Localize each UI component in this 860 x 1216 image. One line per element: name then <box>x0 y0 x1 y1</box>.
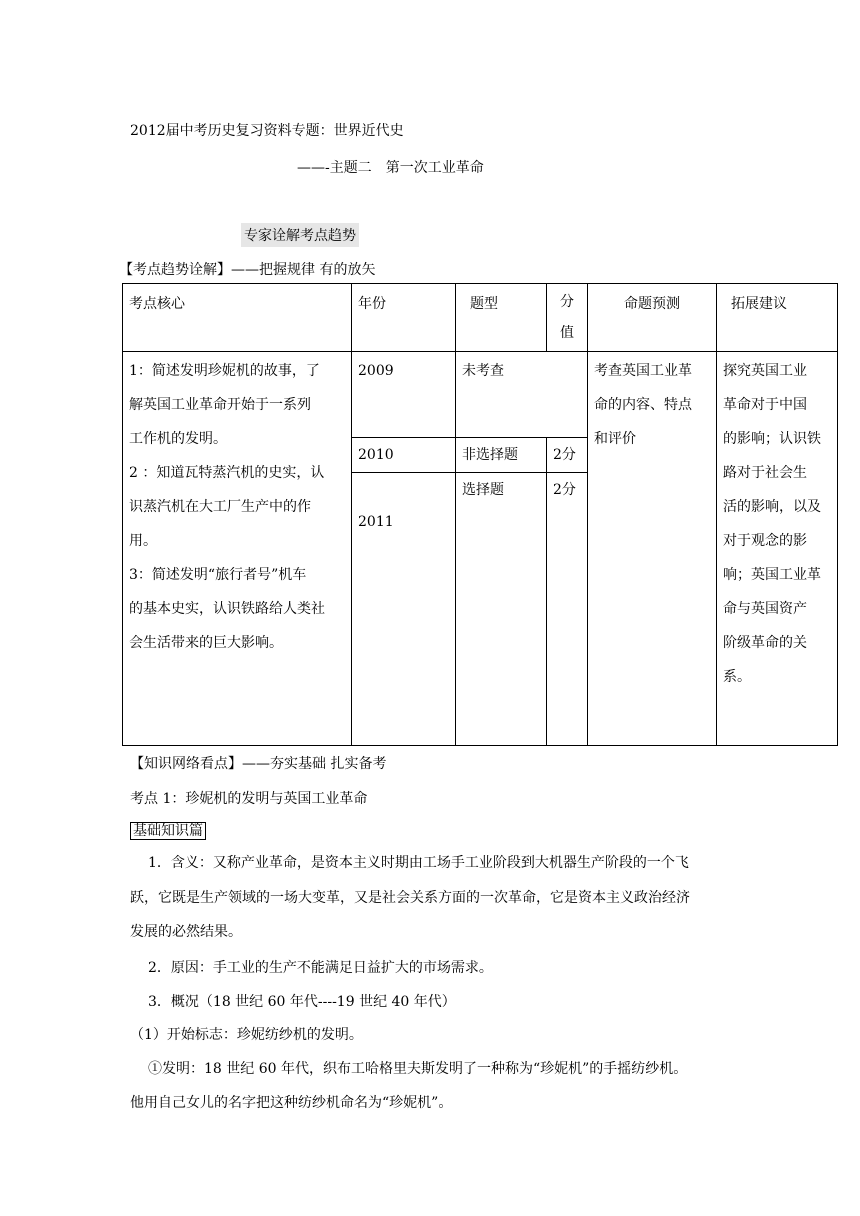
trend-heading: 【考点趋势诠解】——把握规律 有的放矢 <box>119 262 376 278</box>
basics-label <box>130 821 206 841</box>
core-line: 3：简述发明“旅行者号”机车 <box>129 567 307 583</box>
def-line: 发展的必然结果。 <box>130 924 242 940</box>
year-cell: 2010 <box>352 438 456 473</box>
year-cell: 2011 <box>352 473 456 746</box>
core-line: 1：简述发明珍妮机的故事，了 <box>129 363 320 379</box>
header-suggest: 拓展建议 <box>717 284 838 352</box>
suggest-line: 阶级革命的关 <box>723 635 807 651</box>
document-title: 2012届中考历史复习资料专题：世界近代史 <box>130 123 404 139</box>
core-cell <box>123 352 352 746</box>
forecast-line: 和评价 <box>594 431 636 447</box>
suggest-line: 革命对于中国 <box>723 397 807 413</box>
def-line: 跃，它既是生产领域的一场大变革，又是社会关系方面的一次革命，它是资本主义政治经济 <box>130 890 690 906</box>
sign-line: （1）开始标志：珍妮纺纱机的发明。 <box>130 1027 363 1043</box>
suggest-cell <box>717 352 838 746</box>
suggest-line: 命与英国资产 <box>723 601 807 617</box>
invent-line: 他用自己女儿的名字把这种纺纱机命名为“珍妮机”。 <box>130 1095 453 1111</box>
header-core: 考点核心 <box>123 284 352 352</box>
score-cell: 2分 <box>547 473 588 746</box>
table-header-row <box>123 284 838 352</box>
forecast-line: 考查英国工业革 <box>594 363 692 379</box>
section-heading-expert: 专家诠解考点趋势 <box>241 223 359 247</box>
forecast-cell <box>588 352 717 746</box>
suggest-line: 响；英国工业革 <box>723 567 821 583</box>
core-line: 识蒸汽机在大工厂生产中的作 <box>129 499 311 515</box>
suggest-line: 对于观念的影 <box>723 533 807 549</box>
table-row <box>123 352 838 438</box>
invent-line: ①发明：18 世纪 60 年代，织布工哈格里夫斯发明了一种称为“珍妮机”的手摇纺纱机。 <box>148 1061 688 1077</box>
core-line: 的基本史实，认识铁路给人类社 <box>129 601 325 617</box>
core-line: 2 ：知道瓦特蒸汽机的史实，认 <box>129 465 325 481</box>
type-cell: 非选择题 <box>456 438 547 473</box>
type-cell: 选择题 <box>456 473 547 746</box>
score-cell: 2分 <box>547 438 588 473</box>
header-score <box>547 284 588 352</box>
suggest-line: 活的影响，以及 <box>723 499 821 515</box>
type-cell: 未考查 <box>456 352 588 438</box>
suggest-line: 探究英国工业 <box>723 363 807 379</box>
suggest-line: 系。 <box>723 669 751 685</box>
suggest-line: 路对于社会生 <box>723 465 807 481</box>
header-score-line-2: 值 <box>560 325 574 341</box>
header-score-line-1: 分 <box>560 294 574 310</box>
core-line: 工作机的发明。 <box>129 431 227 447</box>
header-forecast: 命题预测 <box>588 284 717 352</box>
year-cell: 2009 <box>352 352 456 438</box>
knowledge-heading: 【知识网络看点】——夯实基础 扎实备考 <box>130 756 387 772</box>
cause-line: 2．原因：手工业的生产不能满足日益扩大的市场需求。 <box>148 960 493 976</box>
forecast-line: 命的内容、特点 <box>594 397 692 413</box>
core-line: 会生活带来的巨大影响。 <box>129 635 283 651</box>
header-type: 题型 <box>456 284 547 352</box>
point1-heading: 考点 1：珍妮机的发明与英国工业革命 <box>130 791 368 807</box>
document-subtitle: ——-主题二 第一次工业革命 <box>297 160 484 176</box>
suggest-line: 的影响；认识铁 <box>723 431 821 447</box>
def-line: 1．含义：又称产业革命，是资本主义时期由工场手工业阶段到大机器生产阶段的一个飞 <box>148 855 689 871</box>
trend-table <box>122 283 838 746</box>
core-line: 用。 <box>129 533 157 549</box>
basics-box: 基础知识篇 <box>130 822 206 840</box>
overview-line: 3．概况（18 世纪 60 年代----19 世纪 40 年代） <box>148 994 456 1010</box>
header-year: 年份 <box>352 284 456 352</box>
core-line: 解英国工业革命开始于一系列 <box>129 397 311 413</box>
